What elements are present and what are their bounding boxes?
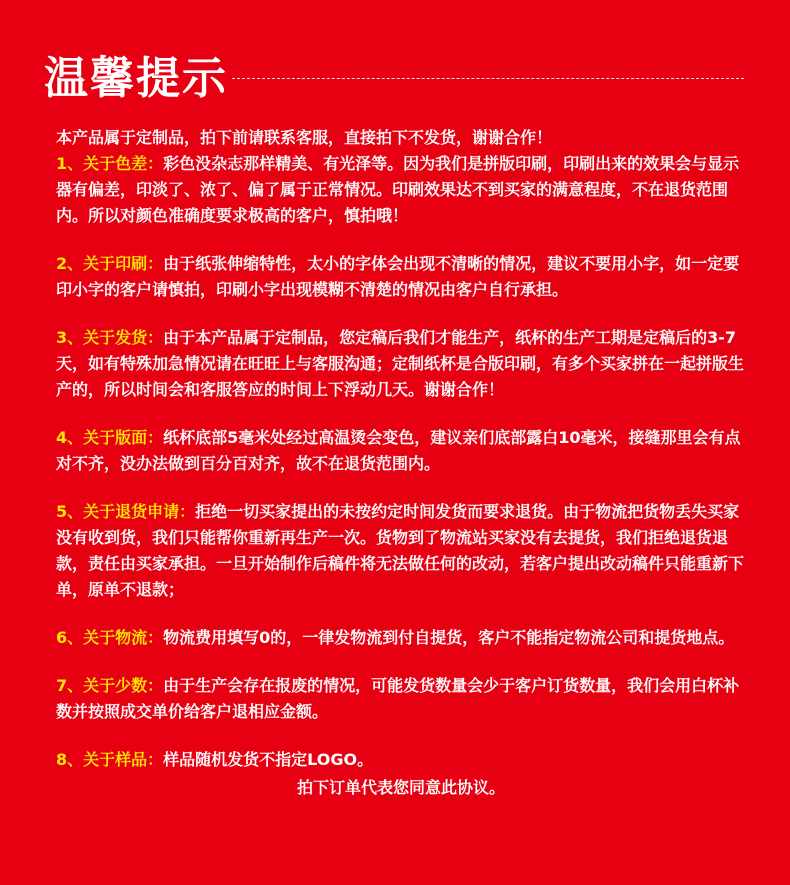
page-title: 温馨提示 bbox=[44, 53, 228, 104]
notice-item-printing bbox=[56, 251, 746, 303]
item-label: 6、关于物流： bbox=[56, 628, 164, 647]
item-text: 样品随机发货不指定LOGO。 bbox=[163, 750, 374, 769]
notice-content bbox=[56, 125, 746, 801]
notice-item-layout bbox=[56, 425, 746, 477]
item-label: 5、关于退货申请： bbox=[56, 502, 196, 521]
item-label: 3、关于发货： bbox=[56, 328, 164, 347]
notice-item-return bbox=[56, 499, 746, 603]
item-text: 拒绝一切买家提出的未按约定时间发货而要求退货。由于物流把货物丢失买家没有收到货，我们只能帮你重新再生产一次。货物到了物流站买家没有去提货，我们拒绝退货退款，责任由买家承担。一旦开始制作后稿件将无法做任何的改动，若客户提出改动稿件只能重新下单，原单不退款； bbox=[56, 502, 745, 599]
notice-item-shipping bbox=[56, 325, 746, 403]
item-text: 物流费用填写0的，一律发物流到付自提货，客户不能指定物流公司和提货地点。 bbox=[163, 628, 735, 647]
dashed-divider bbox=[232, 78, 744, 79]
item-text: 由于纸张伸缩特性，太小的字体会出现不清晰的情况，建议不要用小字，如一定要印小字的客户请慎拍，印刷小字出现模糊不清楚的情况由客户自行承担。 bbox=[56, 254, 740, 299]
notice-item-color bbox=[56, 151, 746, 229]
item-label: 7、关于少数： bbox=[56, 676, 164, 695]
item-label: 8、关于样品： bbox=[56, 750, 164, 769]
intro-text: 本产品属于定制品，拍下前请联系客服，直接拍下不发货，谢谢合作！ bbox=[56, 128, 553, 147]
header bbox=[44, 52, 228, 106]
item-text: 彩色没杂志那样精美、有光泽等。因为我们是拼版印刷，印刷出来的效果会与显示器有偏差，印淡了、浓了、偏了属于正常情况。印刷效果达不到买家的满意程度，不在退货范围内。所以对颜色准确度要求极高的客户，慎拍哦！ bbox=[56, 154, 740, 225]
notice-item-sample bbox=[56, 747, 746, 773]
item-label: 4、关于版面： bbox=[56, 428, 164, 447]
item-label: 1、关于色差： bbox=[56, 154, 164, 173]
agreement-footer: 拍下订单代表您同意此协议。 bbox=[296, 778, 505, 797]
item-text: 由于生产会存在报废的情况，可能发货数量会少于客户订货数量，我们会用白杯补数并按照成交单价给客户退相应金额。 bbox=[56, 676, 740, 721]
item-text: 由于本产品属于定制品，您定稿后我们才能生产，纸杯的生产工期是定稿后的3-7天，如有特殊加急情况请在旺旺上与客服沟通；定制纸杯是合版印刷，有多个买家拼在一起拼版生产的，所以时间会和客服答应的时间上下浮动几天。谢谢合作！ bbox=[56, 328, 745, 399]
item-label: 2、关于印刷： bbox=[56, 254, 164, 273]
notice-item-logistics bbox=[56, 625, 746, 651]
item-text: 纸杯底部5毫米处经过高温烫会变色，建议亲们底部露白10毫米，接缝那里会有点对不齐，没办法做到百分百对齐，故不在退货范围内。 bbox=[56, 428, 741, 473]
notice-item-quantity bbox=[56, 673, 746, 725]
